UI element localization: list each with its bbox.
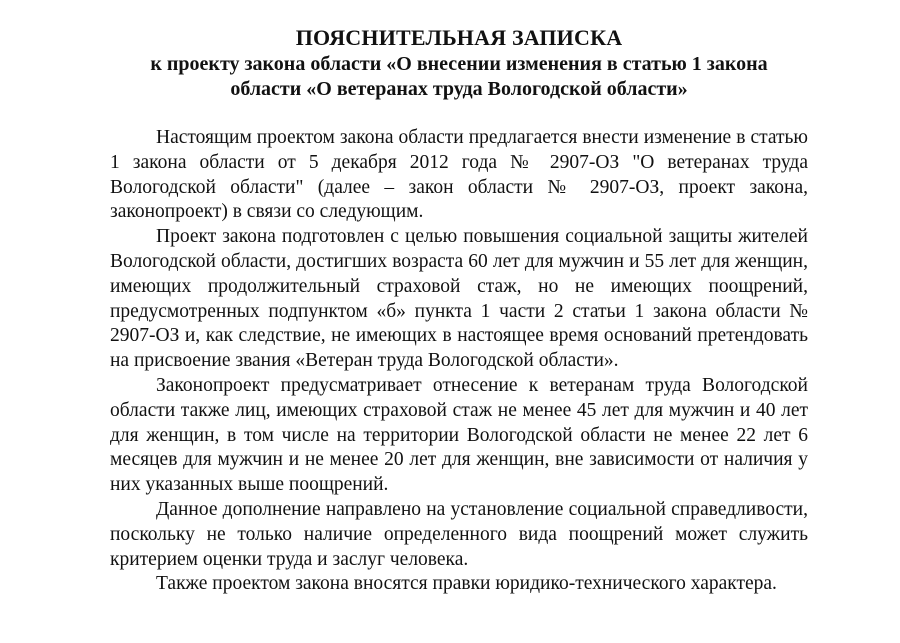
document-body bbox=[110, 126, 808, 597]
paragraph-5: Также проектом закона вносятся правки юридико-технического характера. bbox=[156, 573, 777, 595]
document-header bbox=[110, 26, 808, 102]
subtitle-line-1: к проекту закона области «О внесении изменения в статью 1 закона bbox=[150, 53, 768, 75]
paragraph-4: Данное дополнение направлено на установление социальной справедливости, поскольку не только наличие определенного вида поощрений может служить критерием оценки труда и заслуг человека. bbox=[110, 498, 808, 570]
document-subtitle bbox=[110, 52, 808, 102]
subtitle-line-2: области «О ветеранах труда Вологодской области» bbox=[230, 78, 688, 100]
paragraph-2: Проект закона подготовлен с целью повышения социальной защиты жителей Вологодской области, достигших возраста 60 лет для мужчин и 55 лет для женщин, имеющих продолжительный страховой стаж, но не имеющих поощрений, предусмотренных подпунктом «б» пункта 1 части 2 статьи 1 закона области № 2907-ОЗ и, как следствие, не имеющих в настоящее время оснований претендовать на присвоение звания «Ветеран труда Вологодской области». bbox=[110, 226, 808, 372]
document-title: ПОЯСНИТЕЛЬНАЯ ЗАПИСКА bbox=[295, 25, 623, 50]
paragraph-1: Настоящим проектом закона области предлагается внести изменение в статью 1 закона области от 5 декабря 2012 года № 2907-ОЗ "О ветеранах труда Вологодской области" (далее – закон области № 2907-ОЗ, проект закона, законопроект) в связи со следующим. bbox=[110, 127, 808, 223]
paragraph-3: Законопроект предусматривает отнесение к ветеранам труда Вологодской области также лиц, имеющих страховой стаж не менее 45 лет для мужчин и 40 лет для женщин, в том числе на территории Вологодской области не менее 22 лет 6 месяцев для мужчин и не менее 20 лет для женщин, вне зависимости от наличия у них указанных выше поощрений. bbox=[110, 374, 808, 496]
